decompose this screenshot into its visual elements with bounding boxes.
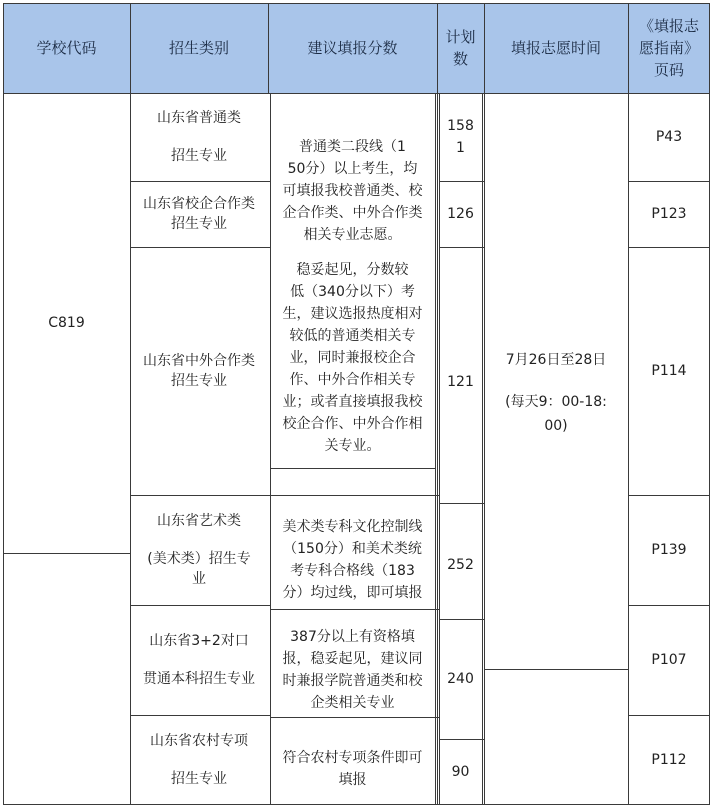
grid-line xyxy=(270,468,435,469)
grid-line xyxy=(435,93,436,805)
grid-line xyxy=(270,93,271,805)
header-plan: 计划 数 xyxy=(437,3,484,93)
grid-line xyxy=(482,93,483,805)
category-cell: 山东省艺术类 (美术类）招生专 业 xyxy=(147,513,251,587)
grid-line xyxy=(3,553,130,554)
header-page: 《填报志 愿指南》 页码 xyxy=(628,3,710,93)
grid-line xyxy=(709,3,710,805)
page-cell: P112 xyxy=(651,752,687,768)
score-general: 普通类二段线（1 50分）以上考生，均 可填报我校普通类、校 企合作类、中外合作类 相关专业志愿。 xyxy=(282,138,423,243)
page-cell: P114 xyxy=(651,363,687,379)
plan-cell: 158 1 xyxy=(447,118,474,156)
grid-line xyxy=(628,247,710,248)
score-advice: 稳妥起见，分数较 低（340分以下）考 生，建议选报热度相对 较低的普通类相关专 业，同时兼报校企合 作、中外合作相关专 业；或者直接填报我校 校企合作、中外合作相 关专业。 xyxy=(282,262,423,454)
grid-line xyxy=(270,495,439,496)
page-cell: P139 xyxy=(651,542,687,558)
grid-line xyxy=(130,247,270,248)
header-school-code: 学校代码 xyxy=(3,3,130,93)
score-vocational: 387分以上有资格填 报，稳妥起见，建议同 时兼报学院普通类和校 企类相关专业 xyxy=(282,629,423,711)
grid-line xyxy=(439,247,484,248)
grid-line xyxy=(628,605,710,606)
grid-line xyxy=(437,3,438,805)
time-cell xyxy=(484,93,628,669)
header-category: 招生类别 xyxy=(130,3,268,93)
header-time: 填报志愿时间 xyxy=(484,3,628,93)
plan-cell: 240 xyxy=(447,671,474,687)
grid-line xyxy=(628,181,710,182)
grid-line xyxy=(268,3,269,93)
admission-table xyxy=(3,3,710,805)
grid-line xyxy=(439,93,440,805)
grid-line xyxy=(130,3,131,805)
plan-cell: 126 xyxy=(447,206,474,222)
score-rural: 符合农村专项条件即可 填报 xyxy=(282,750,423,788)
plan-cell: 252 xyxy=(447,557,474,573)
grid-line xyxy=(628,3,629,805)
grid-line xyxy=(628,715,710,716)
time-date: 7月26日至28日 xyxy=(505,352,607,368)
category-cell: 山东省农村专项 招生专业 xyxy=(150,733,248,787)
grid-line xyxy=(628,495,710,496)
grid-line xyxy=(484,669,628,670)
grid-line xyxy=(130,715,270,716)
grid-line xyxy=(130,181,270,182)
grid-line xyxy=(439,181,484,182)
time-daily: (每天9：00-18: 00) xyxy=(505,394,607,434)
grid-line xyxy=(3,804,710,805)
plan-cell: 121 xyxy=(447,374,474,390)
score-art: 美术类专科文化控制线 （150分）和美术类统 考专科合格线（183 分）均过线，即可填报 xyxy=(282,519,423,601)
grid-line xyxy=(484,3,485,805)
page-cell: P107 xyxy=(651,652,687,668)
page-cell: P43 xyxy=(655,129,683,145)
grid-line xyxy=(3,3,710,4)
category-cell: 山东省中外合作类 招生专业 xyxy=(143,353,255,389)
plan-cell: 90 xyxy=(451,764,470,780)
grid-line xyxy=(3,93,710,94)
grid-line xyxy=(439,503,484,504)
category-cell: 山东省校企合作类 招生专业 xyxy=(143,196,255,232)
grid-line xyxy=(270,717,439,718)
grid-line xyxy=(130,605,270,606)
grid-line xyxy=(3,3,4,805)
grid-line xyxy=(439,739,484,740)
category-cell: 山东省普通类 招生专业 xyxy=(157,110,241,164)
header-score: 建议填报分数 xyxy=(268,3,437,93)
grid-line xyxy=(439,619,484,620)
school-code-cell: C819 xyxy=(48,315,85,331)
page-cell: P123 xyxy=(651,206,687,222)
grid-line xyxy=(270,609,439,610)
grid-line xyxy=(130,495,270,496)
category-cell: 山东省3+2对口 贯通本科招生专业 xyxy=(143,633,255,687)
